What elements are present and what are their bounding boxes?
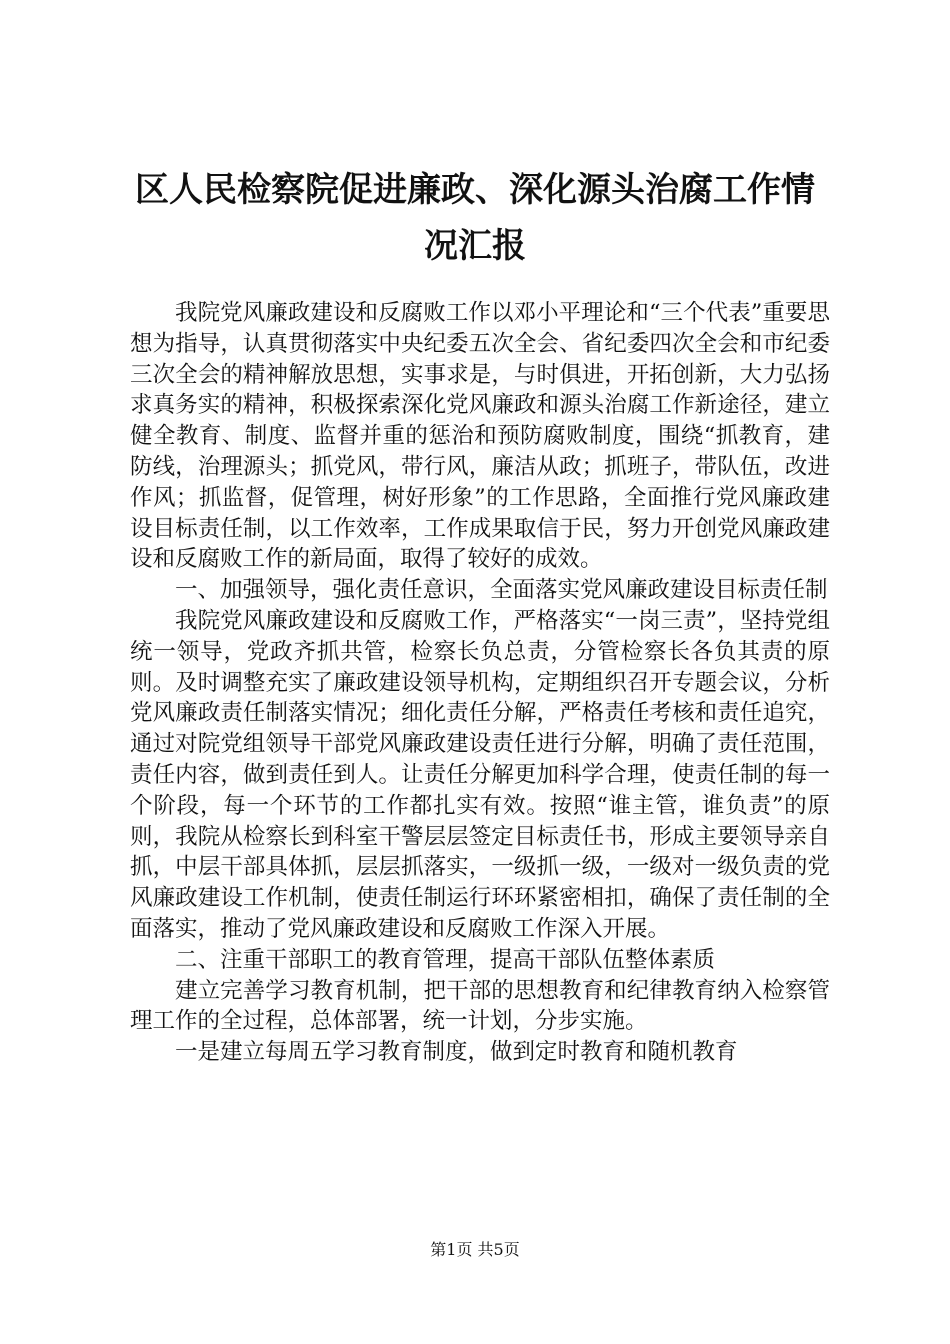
paragraph-intro: 我院党风廉政建设和反腐败工作以邓小平理论和“三个代表”重要思想为指导，认真贯彻落实中央纪委五次全会、省纪委四次全会和市纪委三次全会的精神解放思想，实事求是，与时俱进，开拓创新，大力弘扬求真务实的精神，积极探索深化党风廉政和源头治腐工作新途径，建立健全教育、制度、监督并重的惩治和预防腐败制度，围绕“抓教育，建防线，治理源头；抓党风，带行风，廉洁从政；抓班子，带队伍，改进作风；抓监督，促管理，树好形象”的工作思路，全面推行党风廉政建设目标责任制，以工作效率，工作成果取信于民，努力开创党风廉政建设和反腐败工作的新局面，取得了较好的成效。 [130, 300, 830, 573]
document-title-line2: 况汇报 [424, 226, 526, 266]
section-heading-1: 一、加强领导，强化责任意识，全面落实党风廉政建设目标责任制 [175, 577, 828, 604]
document-body [130, 298, 830, 1068]
paragraph-section-2-item-1: 一是建立每周五学习教育制度，做到定时教育和随机教育 [175, 1039, 738, 1066]
page-number-footer: 第1页 共5页 [430, 1240, 520, 1259]
document-title-line1: 区人民检察院促进廉政、深化源头治腐工作情 [135, 170, 815, 210]
section-heading-2: 二、注重干部职工的教育管理，提高干部队伍整体素质 [175, 946, 716, 973]
paragraph-section-1: 我院党风廉政建设和反腐败工作，严格落实“一岗三责”，坚持党组统一领导，党政齐抓共管，检察长负总责，分管检察长各负其责的原则。及时调整充实了廉政建设领导机构，定期组织召开专题会议，分析党风廉政责任制落实情况；细化责任分解，严格责任考核和责任追究，通过对院党组领导干部党风廉政建设责任进行分解，明确了责任范围，责任内容，做到责任到人。让责任分解更加科学合理，使责任制的每一个阶段，每一个环节的工作都扎实有效。按照“谁主管，谁负责”的原则，我院从检察长到科室干警层层签定目标责任书，形成主要领导亲自抓，中层干部具体抓，层层抓落实，一级抓一级，一级对一级负责的党风廉政建设工作机制，使责任制运行环环紧密相扣，确保了责任制的全面落实，推动了党风廉政建设和反腐败工作深入开展。 [130, 607, 830, 942]
paragraph-section-2: 建立完善学习教育机制，把干部的思想教育和纪律教育纳入检察管理工作的全过程，总体部署，统一计划，分步实施。 [130, 977, 830, 1035]
